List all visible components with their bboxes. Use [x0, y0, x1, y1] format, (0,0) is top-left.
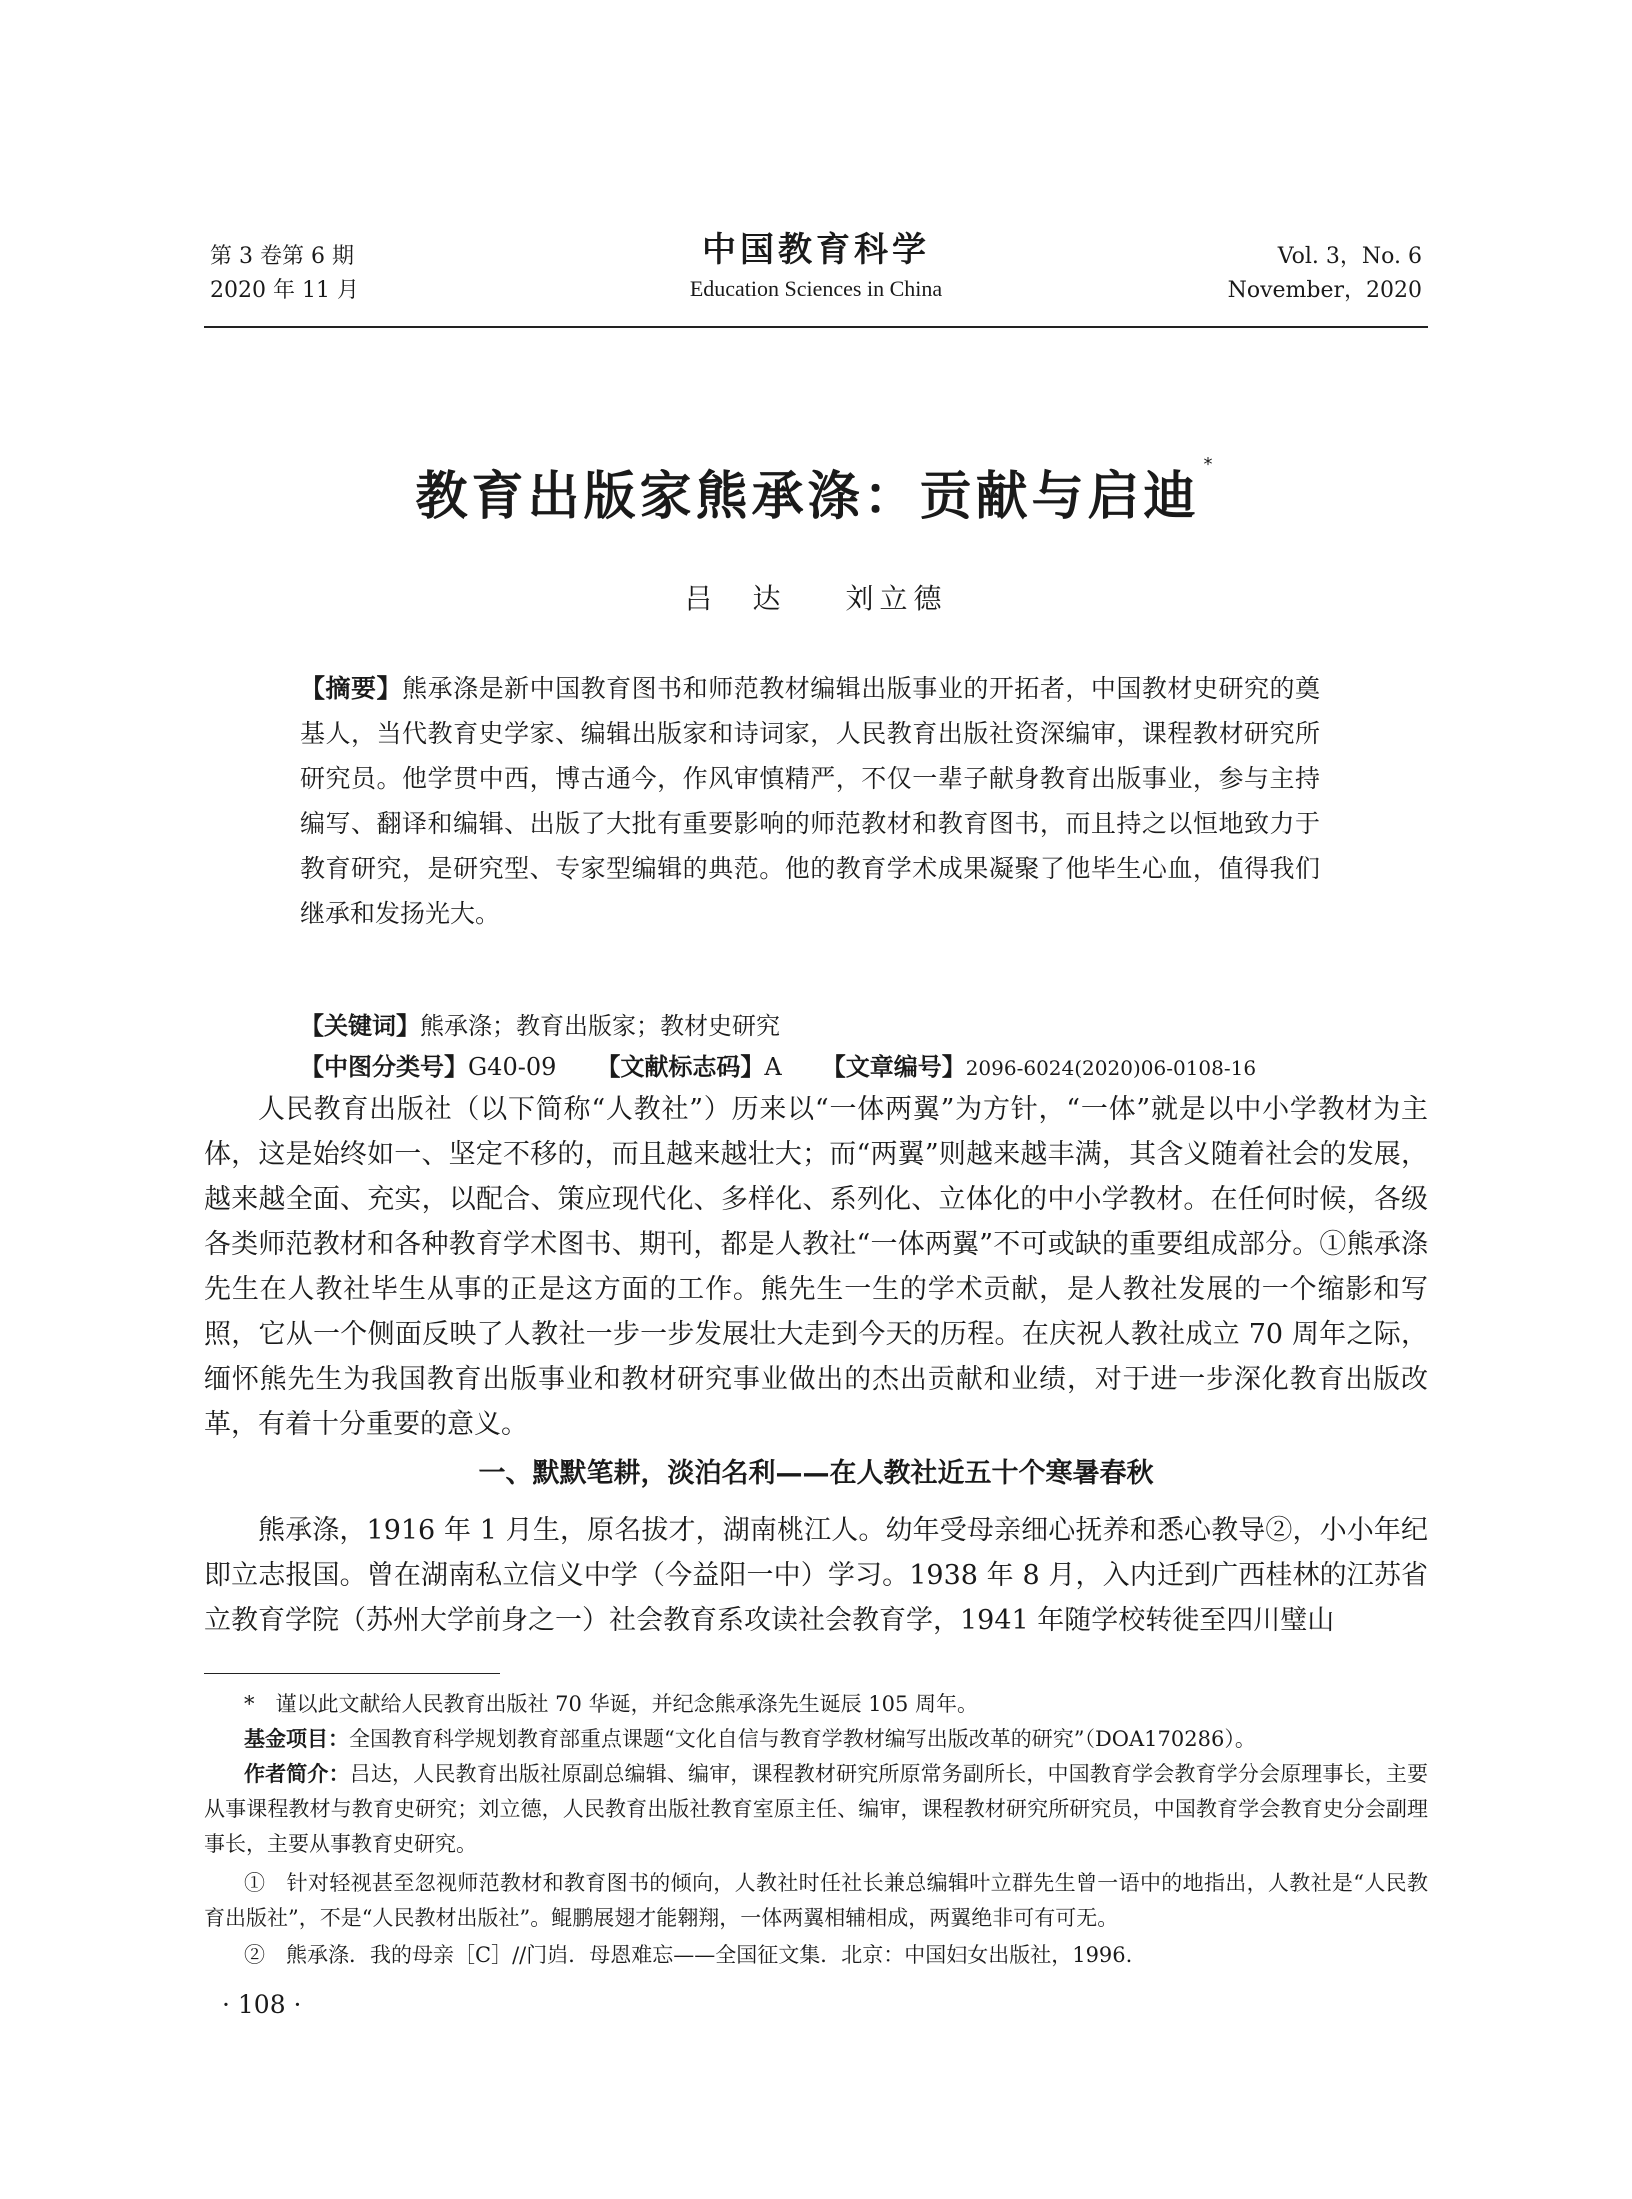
- doc-code-label: 【文献标志码】: [596, 1053, 765, 1081]
- author-bio-text: 吕达，人民教育出版社原副总编辑、编审，课程教材研究所原常务副所长，中国教育学会教育学分会原理事长，主要从事课程教材与教育史研究；刘立德，人民教育出版社教育室原主任、编审，课程教材研究所研究员，中国教育学会教育史分会副理事长，主要从事教育史研究。: [204, 1762, 1429, 1856]
- footnote-author-bio: [204, 1757, 1428, 1862]
- footnote-1: ① 针对轻视甚至忽视师范教材和教育图书的倾向，人教社时任社长兼总编辑叶立群先生曾一语中的地指出，人教社是“人民教育出版社”，不是“人民教材出版社”。鲲鹏展翅才能翱翔，一体两翼相辅相成，两翼绝非可有可无。: [204, 1871, 1428, 1930]
- classification-line: [300, 1047, 1256, 1088]
- section-heading: 一、默默笔耕，淡泊名利——在人教社近五十个寒暑春秋: [478, 1458, 1154, 1489]
- fund-label: 基金项目：: [244, 1727, 349, 1751]
- header-rule: [204, 326, 1428, 328]
- author-name: 吕 达: [684, 582, 787, 615]
- doc-code-value: A: [764, 1053, 782, 1081]
- issue-info-en: [1228, 240, 1422, 308]
- body-paragraph: 人民教育出版社（以下简称“人教社”）历来以“一体两翼”为方针，“一体”就是以中小学教材为主体，这是始终如一、坚定不移的，而且越来越壮大；而“两翼”则越来越丰满，其含义随着社会的发展，越来越全面、充实，以配合、策应现代化、多样化、系列化、立体化的中小学教材。在任何时候，各级各类师范教材和各种教育学术图书、期刊，都是人教社“一体两翼”不可或缺的重要组成部分。①熊承涤先生在人教社毕生从事的正是这方面的工作。熊先生一生的学术贡献，是人教社发展的一个缩影和写照，它从一个侧面反映了人教社一步一步发展壮大走到今天的历程。在庆祝人教社成立 70 周年之际，缅怀熊先生为我国教育出版事业和教材研究事业做出的杰出贡献和业绩，对于进一步深化教育出版改革，有着十分重要的意义。: [204, 1094, 1428, 1440]
- clc-label: 【中图分类号】: [300, 1053, 468, 1081]
- keywords-label: 【关键词】: [300, 1012, 420, 1040]
- journal-title-cn: 中国教育科学: [702, 230, 930, 270]
- author-name: 刘立德: [845, 582, 948, 615]
- keywords: [300, 1006, 780, 1046]
- journal-title-en: Education Sciences in China: [689, 276, 943, 301]
- abstract-label: 【摘要】: [300, 674, 403, 703]
- keywords-text: 熊承涤；教育出版家；教材史研究: [420, 1012, 780, 1040]
- abstract: [300, 666, 1320, 936]
- author-list: [0, 577, 1632, 617]
- footnote-dedication: * 谨以此文献给人民教育出版社 70 华诞，并纪念熊承涤先生诞辰 105 周年。: [244, 1692, 979, 1716]
- footnote-2: ② 熊承涤．我的母亲［C］//门岿．母恩难忘——全国征文集．北京：中国妇女出版社，1996.: [244, 1943, 1133, 1967]
- article-title-text: 教育出版家熊承涤：贡献与启迪: [415, 467, 1200, 527]
- article-id-label: 【文章编号】: [821, 1053, 966, 1081]
- page-number: · 108 ·: [222, 1990, 302, 2019]
- fund-text: 全国教育科学规划教育部重点课题“文化自信与教育学教材编写出版改革的研究”（DOA170286）。: [349, 1727, 1256, 1751]
- article-title: [0, 454, 1632, 529]
- volume-issue-en: Vol. 3，No. 6: [1277, 244, 1422, 269]
- title-footnote-mark: *: [1203, 454, 1217, 475]
- footnote-rule: [204, 1673, 500, 1674]
- footnote-fund: [204, 1722, 1428, 1757]
- article-id-value: 2096-6024(2020)06-0108-16: [965, 1056, 1257, 1080]
- abstract-text: 熊承涤是新中国教育图书和师范教材编辑出版事业的开拓者，中国教材史研究的奠基人，当代教育史学家、编辑出版家和诗词家，人民教育出版社资深编审，课程教材研究所研究员。他学贯中西，博古通今，作风审慎精严，不仅一辈子献身教育出版事业，参与主持编写、翻译和编辑、出版了大批有重要影响的师范教材和教育图书，而且持之以恒地致力于教育研究，是研究型、专家型编辑的典范。他的教育学术成果凝聚了他毕生心血，值得我们继承和发扬光大。: [300, 674, 1320, 928]
- body-paragraph: 熊承涤，1916 年 1 月生，原名拔才，湖南桃江人。幼年受母亲细心抚养和悉心教导②，小小年纪即立志报国。曾在湖南私立信义中学（今益阳一中）学习。1938 年 8 月，入内迁到广西桂林的江苏省立教育学院（苏州大学前身之一）社会教育系攻读社会教育学，1941 年随学校转徙至四川璧山: [204, 1515, 1428, 1636]
- clc-value: G40-09: [468, 1053, 557, 1081]
- volume-issue: 第 3 卷第 6 期: [210, 244, 354, 269]
- issue-date: 2020 年 11 月: [210, 278, 359, 303]
- author-bio-label: 作者简介：: [244, 1762, 350, 1786]
- issue-date-en: November，2020: [1227, 278, 1422, 303]
